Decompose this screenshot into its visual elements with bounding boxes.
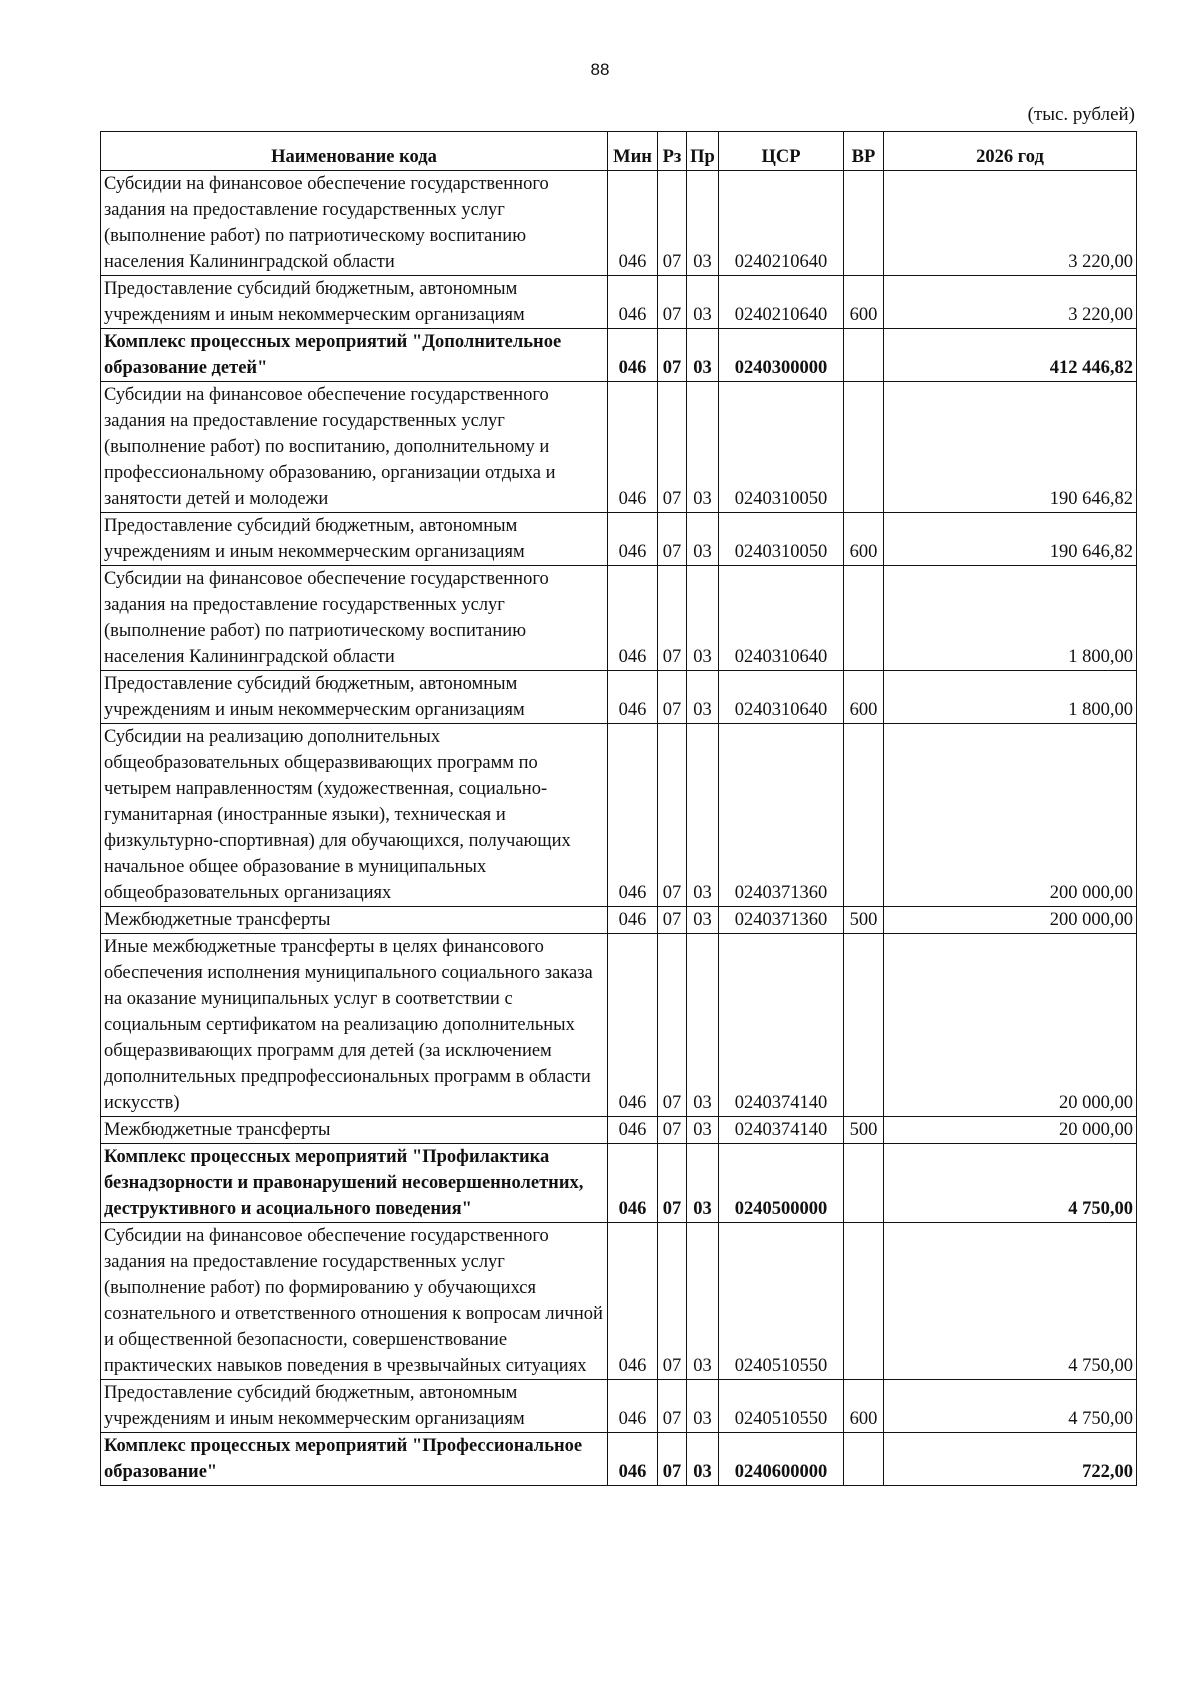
budget-table (100, 131, 1137, 1486)
cell-min: 046 (608, 171, 658, 276)
cell-rz: 07 (658, 1144, 687, 1223)
cell-vr (844, 1433, 884, 1486)
cell-pr: 03 (687, 276, 719, 329)
cell-csr: 0240510550 (719, 1223, 844, 1380)
cell-rz: 07 (658, 329, 687, 382)
cell-csr: 0240374140 (719, 934, 844, 1117)
cell-name: Предоставление субсидий бюджетным, автономным учреждениям и иным некоммерческим организациям (101, 276, 608, 329)
cell-csr: 0240210640 (719, 171, 844, 276)
cell-name: Межбюджетные трансферты (101, 907, 608, 934)
header-name: Наименование кода (101, 132, 608, 171)
table-row (101, 724, 1137, 907)
cell-amount: 20 000,00 (884, 934, 1137, 1117)
header-year: 2026 год (884, 132, 1137, 171)
cell-vr (844, 382, 884, 513)
cell-amount: 4 750,00 (884, 1223, 1137, 1380)
table-row (101, 907, 1137, 934)
header-row (101, 132, 1137, 171)
table-row (101, 276, 1137, 329)
cell-name: Субсидии на финансовое обеспечение государственного задания на предоставление государственных услуг (выполнение работ) по патриотическому воспитанию населения Калининградской области (101, 171, 608, 276)
cell-amount: 200 000,00 (884, 724, 1137, 907)
cell-pr: 03 (687, 1117, 719, 1144)
cell-min: 046 (608, 513, 658, 566)
cell-min: 046 (608, 671, 658, 724)
cell-amount: 1 800,00 (884, 671, 1137, 724)
cell-vr: 600 (844, 671, 884, 724)
cell-csr: 0240310050 (719, 382, 844, 513)
cell-vr (844, 1144, 884, 1223)
table-row (101, 1144, 1137, 1223)
cell-amount: 3 220,00 (884, 171, 1137, 276)
header-vr: ВР (844, 132, 884, 171)
cell-csr: 0240210640 (719, 276, 844, 329)
cell-name: Субсидии на финансовое обеспечение государственного задания на предоставление государственных услуг (выполнение работ) по воспитанию, дополнительному и профессиональному образованию, организации отдыха и занятости детей и молодежи (101, 382, 608, 513)
table-row (101, 1223, 1137, 1380)
cell-csr: 0240510550 (719, 1380, 844, 1433)
cell-pr: 03 (687, 171, 719, 276)
cell-name: Иные межбюджетные трансферты в целях финансового обеспечения исполнения муниципального социального заказа на оказание муниципальных услуг в соответствии с социальным сертификатом на реализацию дополнительных общеразвивающих программ для детей (за исключением дополнительных предпрофессиональных программ в области искусств) (101, 934, 608, 1117)
table-row (101, 329, 1137, 382)
cell-pr: 03 (687, 382, 719, 513)
cell-rz: 07 (658, 513, 687, 566)
cell-vr (844, 566, 884, 671)
cell-amount: 1 800,00 (884, 566, 1137, 671)
cell-csr: 0240310050 (719, 513, 844, 566)
cell-name: Комплекс процессных мероприятий "Профессиональное образование" (101, 1433, 608, 1486)
cell-name: Комплекс процессных мероприятий "Профилактика безнадзорности и правонарушений несовершеннолетних, деструктивного и асоциального поведения" (101, 1144, 608, 1223)
cell-min: 046 (608, 907, 658, 934)
cell-vr (844, 1223, 884, 1380)
cell-amount: 412 446,82 (884, 329, 1137, 382)
cell-vr: 600 (844, 276, 884, 329)
table-row (101, 671, 1137, 724)
cell-vr: 500 (844, 1117, 884, 1144)
cell-min: 046 (608, 1117, 658, 1144)
cell-min: 046 (608, 1144, 658, 1223)
cell-csr: 0240300000 (719, 329, 844, 382)
cell-pr: 03 (687, 329, 719, 382)
cell-vr: 500 (844, 907, 884, 934)
cell-min: 046 (608, 724, 658, 907)
cell-min: 046 (608, 382, 658, 513)
table-row (101, 1380, 1137, 1433)
cell-rz: 07 (658, 1223, 687, 1380)
cell-min: 046 (608, 1223, 658, 1380)
table-body (101, 171, 1137, 1486)
table-row (101, 171, 1137, 276)
cell-name: Предоставление субсидий бюджетным, автономным учреждениям и иным некоммерческим организациям (101, 1380, 608, 1433)
cell-vr (844, 171, 884, 276)
cell-amount: 4 750,00 (884, 1380, 1137, 1433)
cell-rz: 07 (658, 276, 687, 329)
table-header (101, 132, 1137, 171)
cell-pr: 03 (687, 907, 719, 934)
cell-min: 046 (608, 276, 658, 329)
cell-csr: 0240310640 (719, 566, 844, 671)
cell-amount: 200 000,00 (884, 907, 1137, 934)
cell-pr: 03 (687, 1433, 719, 1486)
cell-name: Межбюджетные трансферты (101, 1117, 608, 1144)
cell-amount: 722,00 (884, 1433, 1137, 1486)
cell-amount: 4 750,00 (884, 1144, 1137, 1223)
cell-rz: 07 (658, 724, 687, 907)
cell-rz: 07 (658, 934, 687, 1117)
cell-pr: 03 (687, 1223, 719, 1380)
cell-min: 046 (608, 1433, 658, 1486)
table-row (101, 566, 1137, 671)
cell-amount: 190 646,82 (884, 382, 1137, 513)
cell-min: 046 (608, 566, 658, 671)
cell-vr: 600 (844, 513, 884, 566)
header-csr: ЦСР (719, 132, 844, 171)
cell-pr: 03 (687, 513, 719, 566)
cell-csr: 0240371360 (719, 907, 844, 934)
cell-rz: 07 (658, 171, 687, 276)
cell-pr: 03 (687, 671, 719, 724)
cell-min: 046 (608, 329, 658, 382)
cell-min: 046 (608, 1380, 658, 1433)
cell-min: 046 (608, 934, 658, 1117)
cell-csr: 0240500000 (719, 1144, 844, 1223)
cell-vr (844, 724, 884, 907)
cell-rz: 07 (658, 671, 687, 724)
cell-csr: 0240371360 (719, 724, 844, 907)
cell-csr: 0240374140 (719, 1117, 844, 1144)
cell-rz: 07 (658, 907, 687, 934)
cell-rz: 07 (658, 1433, 687, 1486)
cell-amount: 3 220,00 (884, 276, 1137, 329)
cell-vr (844, 934, 884, 1117)
table-row (101, 1117, 1137, 1144)
cell-vr: 600 (844, 1380, 884, 1433)
cell-name: Предоставление субсидий бюджетным, автономным учреждениям и иным некоммерческим организациям (101, 671, 608, 724)
header-min: Мин (608, 132, 658, 171)
cell-pr: 03 (687, 1380, 719, 1433)
cell-name: Субсидии на реализацию дополнительных общеобразовательных общеразвивающих программ по четырем направленностям (художественная, социально-гуманитарная (иностранные языки), техническая и физкультурно-спортивная) для обучающихся, получающих начальное общее образование в муниципальных общеобразовательных организациях (101, 724, 608, 907)
cell-vr (844, 329, 884, 382)
cell-pr: 03 (687, 724, 719, 907)
cell-name: Субсидии на финансовое обеспечение государственного задания на предоставление государственных услуг (выполнение работ) по формированию у обучающихся сознательного и ответственного отношения к вопросам личной и общественной безопасности, совершенствование практических навыков поведения в чрезвычайных ситуациях (101, 1223, 608, 1380)
table-row (101, 382, 1137, 513)
table-row (101, 513, 1137, 566)
cell-csr: 0240600000 (719, 1433, 844, 1486)
page-number: 88 (590, 60, 610, 79)
units-label: (тыс. рублей) (1027, 104, 1135, 125)
table-row (101, 1433, 1137, 1486)
cell-rz: 07 (658, 1117, 687, 1144)
cell-amount: 190 646,82 (884, 513, 1137, 566)
header-pr: Пр (687, 132, 719, 171)
cell-csr: 0240310640 (719, 671, 844, 724)
cell-rz: 07 (658, 566, 687, 671)
cell-name: Субсидии на финансовое обеспечение государственного задания на предоставление государственных услуг (выполнение работ) по патриотическому воспитанию населения Калининградской области (101, 566, 608, 671)
cell-pr: 03 (687, 566, 719, 671)
cell-pr: 03 (687, 934, 719, 1117)
cell-pr: 03 (687, 1144, 719, 1223)
cell-name: Предоставление субсидий бюджетным, автономным учреждениям и иным некоммерческим организациям (101, 513, 608, 566)
header-rz: Рз (658, 132, 687, 171)
table-row (101, 934, 1137, 1117)
cell-rz: 07 (658, 382, 687, 513)
cell-name: Комплекс процессных мероприятий "Дополнительное образование детей" (101, 329, 608, 382)
cell-rz: 07 (658, 1380, 687, 1433)
cell-amount: 20 000,00 (884, 1117, 1137, 1144)
